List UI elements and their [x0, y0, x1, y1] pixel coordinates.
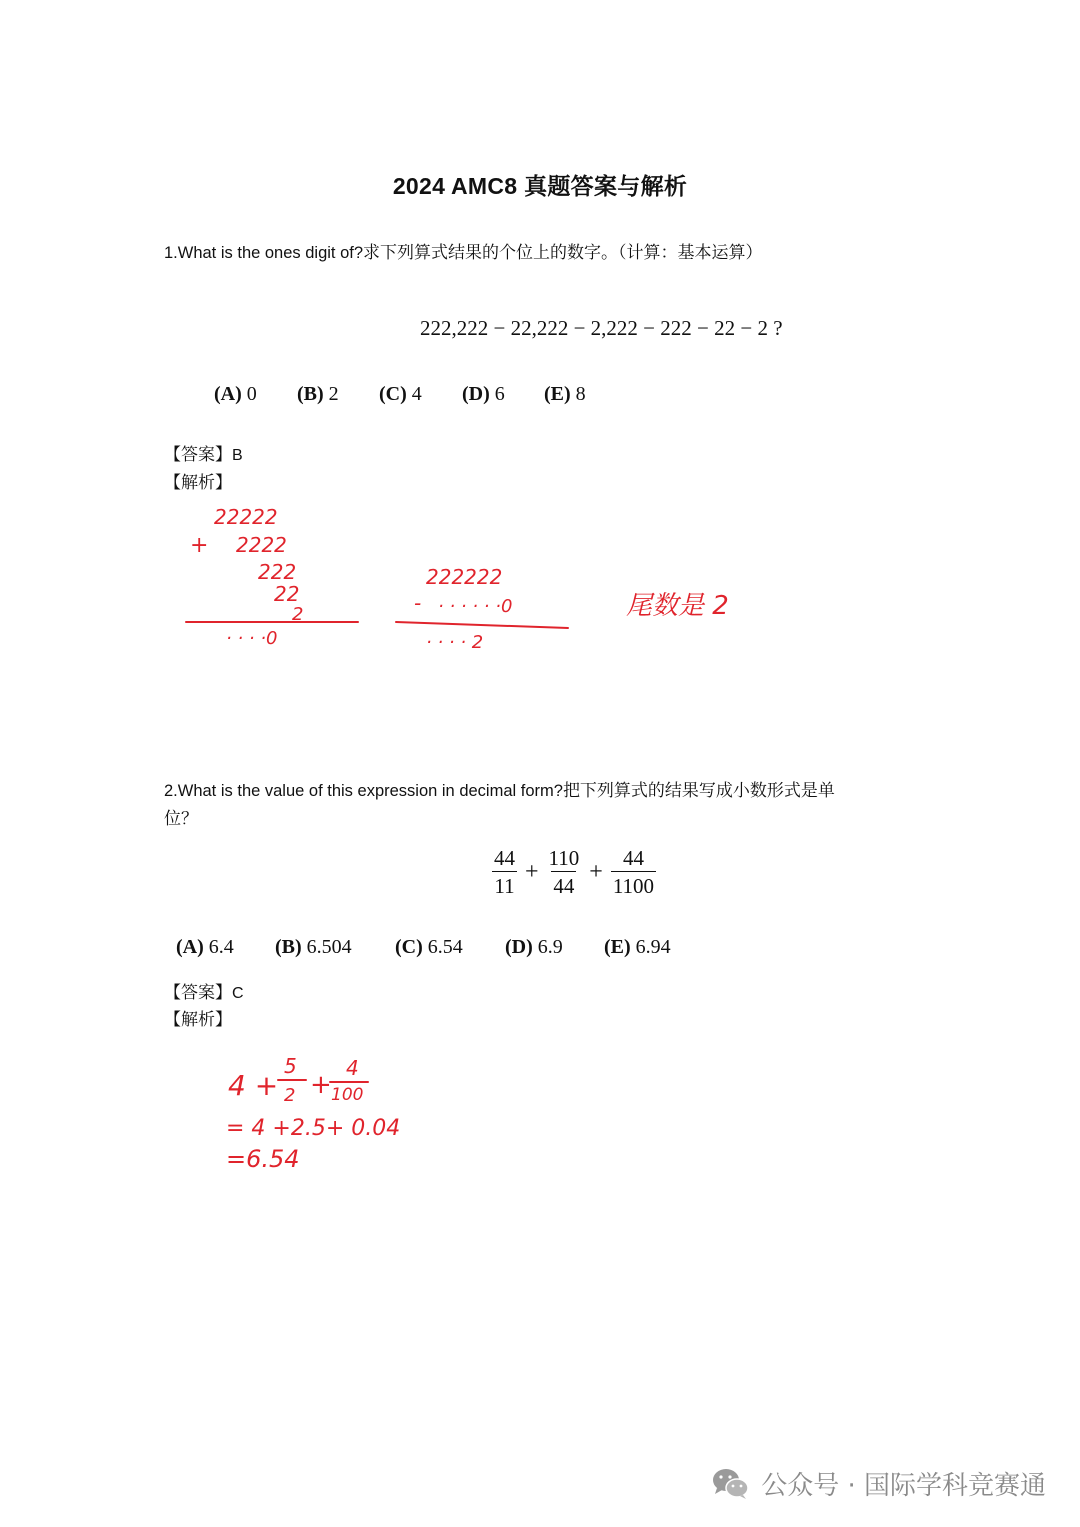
question-2-expression — [488, 845, 660, 900]
hand-row: · · · · · ·0 — [438, 596, 513, 617]
hand-numerator: 4 — [346, 1056, 359, 1080]
question-1-choices — [214, 383, 586, 406]
fraction — [547, 845, 582, 900]
numerator: 44 — [622, 846, 644, 870]
answer-value: C — [232, 985, 244, 1002]
hand-row: 222222 — [426, 565, 503, 589]
choice-letter: (B) — [275, 936, 302, 958]
page-title: 2024 AMC8 真题答案与解析 — [392, 173, 688, 199]
choice-letter: (C) — [379, 383, 407, 405]
hand-line: = 4 +2.5+ 0.04 — [226, 1116, 401, 1141]
numerator: 44 — [494, 846, 515, 870]
hand-line: =6.54 — [226, 1145, 300, 1173]
hand-numerator: 5 — [284, 1054, 297, 1078]
choice-b — [297, 383, 379, 406]
question-2-text-wrap: 位？ — [164, 809, 198, 829]
denominator: 1100 — [611, 871, 656, 900]
choice-letter: (D) — [505, 936, 533, 958]
choice-value: 8 — [575, 383, 586, 405]
hand-row: 2222 — [236, 533, 287, 557]
hand-plus: + — [190, 533, 209, 558]
hand-row: 22222 — [214, 505, 278, 529]
hand-row: 222 — [258, 560, 297, 584]
choice-value: 6.4 — [208, 936, 234, 958]
question-1-text — [164, 240, 763, 266]
plus-sign: + — [589, 859, 603, 885]
question-2-english: 2.What is the value of this expression in decimal form? — [164, 782, 563, 800]
denominator: 11 — [492, 871, 516, 900]
choice-c — [395, 936, 505, 959]
choice-value: 6.54 — [427, 936, 463, 958]
question-1-analysis-label: 【解析】 — [164, 473, 232, 493]
choice-e — [604, 936, 671, 959]
choice-letter: (A) — [214, 383, 242, 405]
hand-row: 22 — [274, 582, 300, 606]
question-2-answer — [164, 978, 244, 1003]
plus-sign: + — [525, 859, 539, 885]
choice-letter: (B) — [297, 383, 324, 405]
answer-value: B — [232, 447, 243, 464]
fraction — [492, 845, 517, 900]
hand-term: 4 + — [228, 1069, 279, 1102]
choice-letter: (E) — [604, 936, 631, 958]
hand-minus: - — [414, 591, 422, 615]
question-2-text — [164, 778, 835, 804]
choice-d — [505, 936, 604, 959]
choice-value: 6.9 — [537, 936, 563, 958]
choice-value: 0 — [246, 383, 257, 405]
watermark-text: 公众号 · 国际学科竞赛通 — [761, 1471, 1046, 1501]
question-1-english: 1.What is the ones digit of? — [164, 244, 364, 262]
choice-value: 2 — [328, 383, 339, 405]
hand-plus: + — [310, 1070, 332, 1100]
difference-line — [396, 622, 568, 628]
watermark — [711, 1465, 1046, 1502]
numerator: 110 — [548, 846, 580, 870]
hand-denominator: 2 — [284, 1085, 296, 1106]
hand-denominator: 100 — [331, 1085, 364, 1105]
choice-e — [544, 383, 586, 406]
question-2-handwriting — [220, 1045, 460, 1180]
hand-note: 尾数是 2 — [626, 591, 729, 621]
hand-row: · · · ·0 — [226, 628, 278, 649]
question-1-chinese: 求下列算式结果的个位上的数字。（计算：基本运算） — [363, 243, 763, 263]
answer-label: 【答案】 — [164, 983, 232, 1003]
choice-value: 6 — [494, 383, 505, 405]
wechat-icon — [711, 1467, 751, 1501]
question-2-choices — [176, 936, 671, 959]
choice-value: 6.94 — [635, 936, 671, 958]
choice-c — [379, 383, 462, 406]
choice-b — [275, 936, 395, 959]
question-2-analysis-label: 【解析】 — [164, 1010, 232, 1030]
denominator: 44 — [551, 871, 576, 900]
question-2-chinese: 把下列算式的结果写成小数形式是单 — [562, 781, 835, 801]
choice-value: 4 — [411, 383, 422, 405]
choice-letter: (E) — [544, 383, 571, 405]
hand-row: · · · · 2 — [426, 632, 484, 653]
hand-row: 2 — [292, 604, 304, 625]
choice-d — [462, 383, 544, 406]
answer-label: 【答案】 — [164, 445, 232, 465]
question-1-handwriting — [170, 500, 770, 670]
choice-letter: (A) — [176, 936, 204, 958]
choice-a — [176, 936, 275, 959]
question-1-answer — [164, 440, 243, 465]
choice-letter: (C) — [395, 936, 423, 958]
question-1-expression: 222,222 − 22,222 − 2,222 − 222 − 22 − 2 ? — [420, 316, 783, 340]
fraction — [611, 845, 656, 900]
choice-letter: (D) — [462, 383, 490, 405]
choice-a — [214, 383, 297, 406]
choice-value: 6.504 — [306, 936, 352, 958]
